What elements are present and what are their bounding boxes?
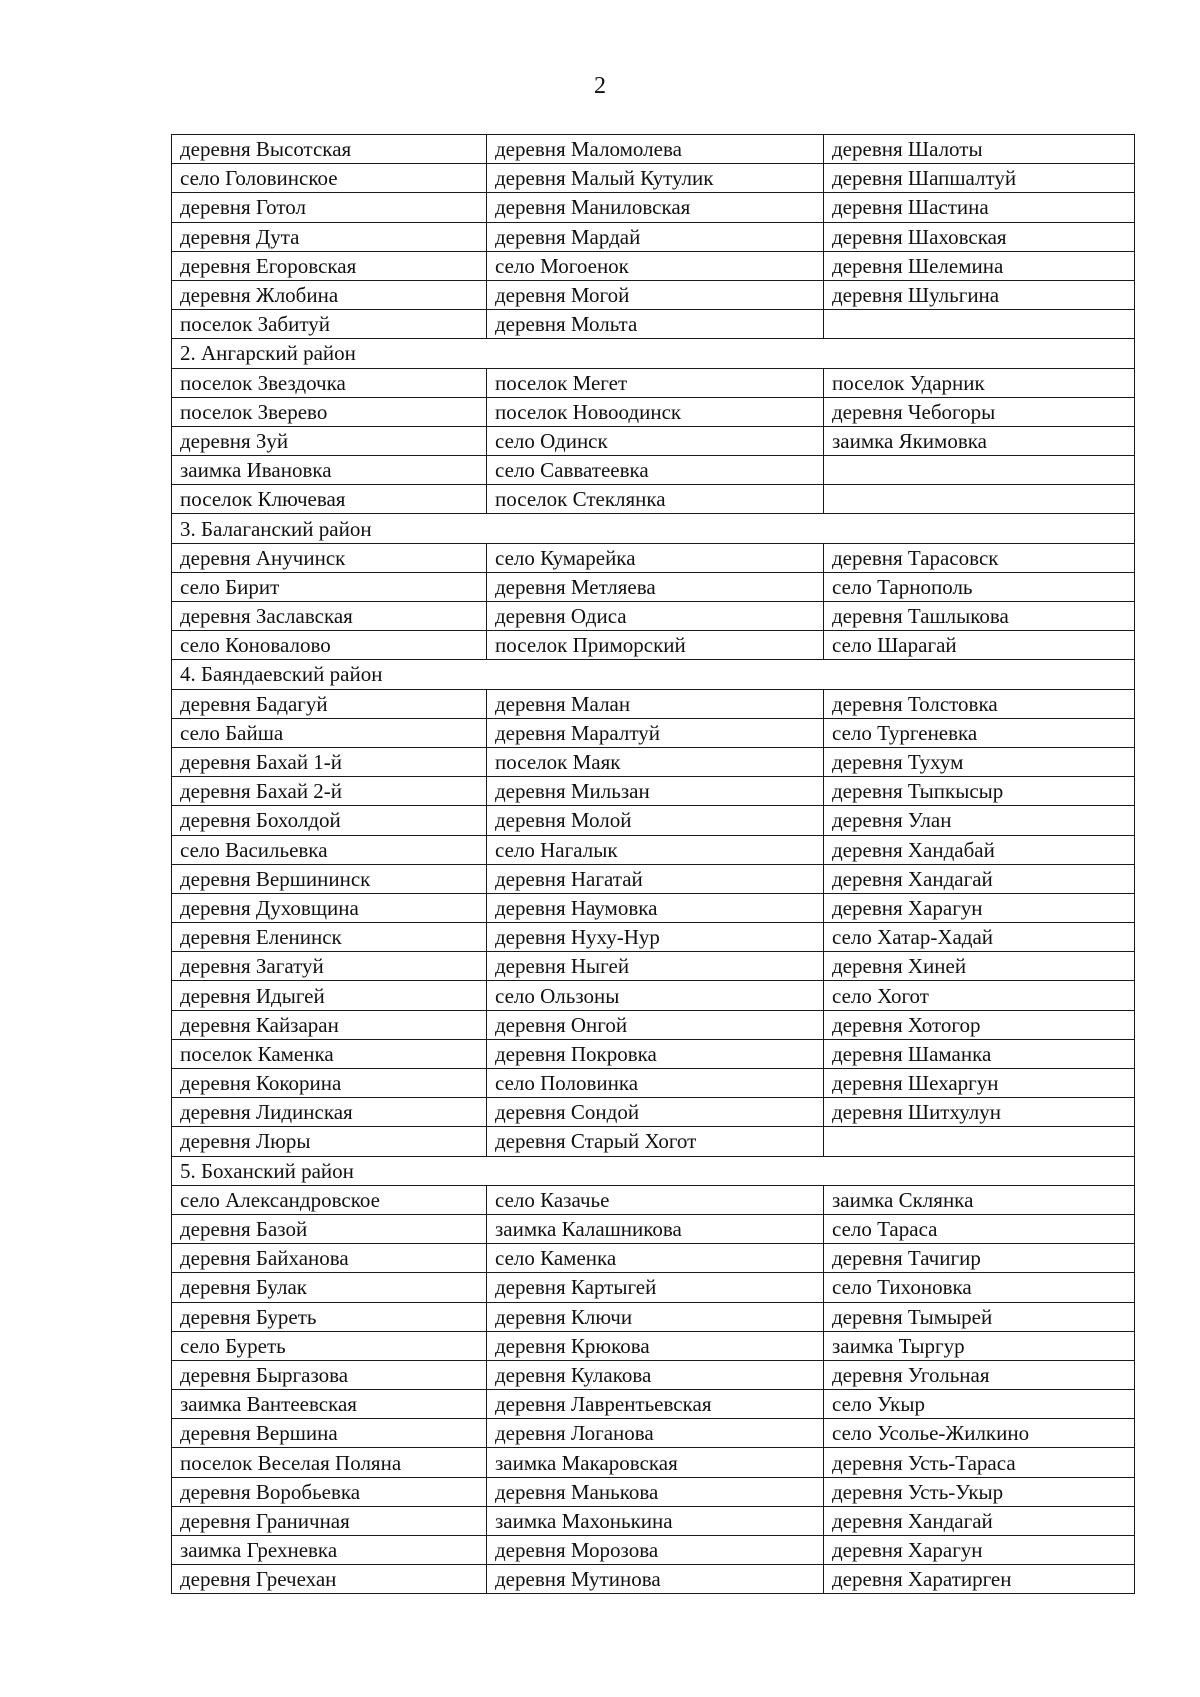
- settlement-cell: деревня Сондой: [487, 1098, 824, 1127]
- settlement-cell: поселок Ударник: [824, 368, 1135, 397]
- table-row: [172, 1477, 1135, 1506]
- settlement-cell: деревня Буреть: [172, 1302, 487, 1331]
- settlement-cell: деревня Хиней: [824, 952, 1135, 981]
- settlement-cell: деревня Кокорина: [172, 1069, 487, 1098]
- settlement-cell: село Усолье-Жилкино: [824, 1419, 1135, 1448]
- table-row: [172, 893, 1135, 922]
- settlement-cell: деревня Шалоты: [824, 135, 1135, 164]
- settlement-cell: поселок Ключевая: [172, 485, 487, 514]
- settlement-cell: деревня Одиса: [487, 602, 824, 631]
- settlement-cell: [824, 456, 1135, 485]
- settlement-cell: деревня Ныгей: [487, 952, 824, 981]
- district-title: 4. Баяндаевский район: [172, 660, 1135, 689]
- settlement-cell: деревня Могой: [487, 280, 824, 309]
- table-row: [172, 1419, 1135, 1448]
- table-row: [172, 1214, 1135, 1243]
- table-row: [172, 689, 1135, 718]
- settlement-cell: деревня Граничная: [172, 1506, 487, 1535]
- table-row: [172, 572, 1135, 601]
- settlement-cell: деревня Еленинск: [172, 923, 487, 952]
- settlement-cell: деревня Лаврентьевская: [487, 1390, 824, 1419]
- settlement-cell: село Буреть: [172, 1331, 487, 1360]
- table-row: [172, 981, 1135, 1010]
- settlement-cell: село Байша: [172, 718, 487, 747]
- table-row: [172, 1244, 1135, 1273]
- settlement-cell: деревня Зуй: [172, 426, 487, 455]
- settlement-cell: деревня Мольта: [487, 310, 824, 339]
- settlement-cell: заимка Махонькина: [487, 1506, 824, 1535]
- settlement-cell: деревня Вершина: [172, 1419, 487, 1448]
- settlement-cell: село Тараса: [824, 1214, 1135, 1243]
- settlement-cell: село Головинское: [172, 164, 487, 193]
- settlement-cell: село Ользоны: [487, 981, 824, 1010]
- settlement-cell: деревня Быргазова: [172, 1360, 487, 1389]
- table-row: [172, 1448, 1135, 1477]
- table-row: [172, 1039, 1135, 1068]
- district-title: 5. Боханский район: [172, 1156, 1135, 1185]
- settlement-cell: поселок Новоодинск: [487, 397, 824, 426]
- table-row: [172, 806, 1135, 835]
- table-row: [172, 543, 1135, 572]
- settlement-cell: село Тарнополь: [824, 572, 1135, 601]
- settlement-cell: поселок Стеклянка: [487, 485, 824, 514]
- settlement-cell: деревня Байханова: [172, 1244, 487, 1273]
- settlement-cell: деревня Угольная: [824, 1360, 1135, 1389]
- settlement-cell: деревня Готол: [172, 193, 487, 222]
- settlement-cell: поселок Мегет: [487, 368, 824, 397]
- settlement-cell: село Могоенок: [487, 251, 824, 280]
- settlement-cell: деревня Тымырей: [824, 1302, 1135, 1331]
- settlement-cell: деревня Бахай 2-й: [172, 777, 487, 806]
- settlement-cell: деревня Шехаргун: [824, 1069, 1135, 1098]
- settlement-cell: деревня Мильзан: [487, 777, 824, 806]
- settlement-cell: деревня Высотская: [172, 135, 487, 164]
- settlement-cell: [824, 310, 1135, 339]
- settlement-cell: [824, 1127, 1135, 1156]
- table-row: [172, 952, 1135, 981]
- settlement-cell: деревня Идыгей: [172, 981, 487, 1010]
- settlement-cell: село Коновалово: [172, 631, 487, 660]
- settlement-cell: деревня Тарасовск: [824, 543, 1135, 572]
- settlement-cell: село Шарагай: [824, 631, 1135, 660]
- settlement-cell: деревня Дута: [172, 222, 487, 251]
- table-row: [172, 456, 1135, 485]
- settlement-cell: заимка Вантеевская: [172, 1390, 487, 1419]
- settlement-cell: деревня Картыгей: [487, 1273, 824, 1302]
- settlement-cell: деревня Загатуй: [172, 952, 487, 981]
- settlement-cell: деревня Гречехан: [172, 1565, 487, 1594]
- settlement-cell: деревня Шастина: [824, 193, 1135, 222]
- settlement-cell: деревня Духовщина: [172, 893, 487, 922]
- table-row: [172, 923, 1135, 952]
- settlement-cell: поселок Веселая Поляна: [172, 1448, 487, 1477]
- table-row: [172, 1010, 1135, 1039]
- settlement-cell: деревня Крюкова: [487, 1331, 824, 1360]
- settlement-cell: заимка Склянка: [824, 1185, 1135, 1214]
- settlement-cell: деревня Заславская: [172, 602, 487, 631]
- settlement-cell: деревня Кулакова: [487, 1360, 824, 1389]
- settlement-cell: село Александровское: [172, 1185, 487, 1214]
- table-row: [172, 135, 1135, 164]
- settlement-cell: деревня Старый Хогот: [487, 1127, 824, 1156]
- table-row: [172, 1565, 1135, 1594]
- settlement-cell: деревня Маломолева: [487, 135, 824, 164]
- settlement-cell: село Казачье: [487, 1185, 824, 1214]
- settlement-cell: деревня Ташлыкова: [824, 602, 1135, 631]
- table-row: [172, 835, 1135, 864]
- settlements-table: [171, 134, 1135, 1594]
- settlement-cell: село Тургеневка: [824, 718, 1135, 747]
- settlement-cell: село Васильевка: [172, 835, 487, 864]
- settlement-cell: деревня Базой: [172, 1214, 487, 1243]
- table-row: [172, 426, 1135, 455]
- settlement-cell: деревня Мардай: [487, 222, 824, 251]
- settlement-cell: деревня Усть-Укыр: [824, 1477, 1135, 1506]
- settlement-cell: деревня Егоровская: [172, 251, 487, 280]
- settlement-cell: деревня Метляева: [487, 572, 824, 601]
- table-row: [172, 602, 1135, 631]
- table-row: [172, 368, 1135, 397]
- settlement-cell: деревня Хандагай: [824, 1506, 1135, 1535]
- table-row: [172, 397, 1135, 426]
- settlement-cell: деревня Чебогоры: [824, 397, 1135, 426]
- settlement-cell: деревня Шитхулун: [824, 1098, 1135, 1127]
- settlement-cell: деревня Тачигир: [824, 1244, 1135, 1273]
- settlement-cell: деревня Харагун: [824, 893, 1135, 922]
- settlement-cell: деревня Вершининск: [172, 864, 487, 893]
- district-header-row: [172, 1156, 1135, 1185]
- district-title: 3. Балаганский район: [172, 514, 1135, 543]
- settlement-cell: деревня Хандабай: [824, 835, 1135, 864]
- table-row: [172, 485, 1135, 514]
- settlement-cell: село Половинка: [487, 1069, 824, 1098]
- settlement-cell: деревня Бахай 1-й: [172, 747, 487, 776]
- table-row: [172, 1273, 1135, 1302]
- settlement-cell: поселок Маяк: [487, 747, 824, 776]
- settlement-cell: деревня Воробьевка: [172, 1477, 487, 1506]
- table-row: [172, 280, 1135, 309]
- settlement-cell: деревня Булак: [172, 1273, 487, 1302]
- settlement-cell: деревня Лидинская: [172, 1098, 487, 1127]
- settlement-cell: деревня Бадагуй: [172, 689, 487, 718]
- settlement-cell: деревня Маралтуй: [487, 718, 824, 747]
- settlement-cell: деревня Улан: [824, 806, 1135, 835]
- settlement-cell: деревня Малан: [487, 689, 824, 718]
- table-row: [172, 1069, 1135, 1098]
- table-row: [172, 222, 1135, 251]
- settlement-cell: деревня Хандагай: [824, 864, 1135, 893]
- settlement-cell: [824, 485, 1135, 514]
- settlement-cell: село Нагалык: [487, 835, 824, 864]
- settlement-cell: деревня Шаманка: [824, 1039, 1135, 1068]
- settlement-cell: деревня Толстовка: [824, 689, 1135, 718]
- settlement-cell: деревня Анучинск: [172, 543, 487, 572]
- district-header-row: [172, 660, 1135, 689]
- table-row: [172, 718, 1135, 747]
- settlement-cell: поселок Каменка: [172, 1039, 487, 1068]
- district-header-row: [172, 514, 1135, 543]
- district-header-row: [172, 339, 1135, 368]
- table-row: [172, 864, 1135, 893]
- page-number: 2: [594, 73, 606, 99]
- table-row: [172, 164, 1135, 193]
- settlement-cell: деревня Тухум: [824, 747, 1135, 776]
- table-row: [172, 1536, 1135, 1565]
- settlement-cell: деревня Кайзаран: [172, 1010, 487, 1039]
- table-row: [172, 777, 1135, 806]
- settlement-cell: село Кумарейка: [487, 543, 824, 572]
- settlement-cell: деревня Харатирген: [824, 1565, 1135, 1594]
- settlement-cell: заимка Тыргур: [824, 1331, 1135, 1360]
- settlement-cell: деревня Жлобина: [172, 280, 487, 309]
- settlement-cell: деревня Шаховская: [824, 222, 1135, 251]
- settlement-cell: деревня Маниловская: [487, 193, 824, 222]
- settlement-cell: деревня Нуху-Нур: [487, 923, 824, 952]
- settlement-cell: заимка Ивановка: [172, 456, 487, 485]
- settlement-cell: поселок Звездочка: [172, 368, 487, 397]
- table-row: [172, 1506, 1135, 1535]
- table-row: [172, 193, 1135, 222]
- settlement-cell: поселок Зверево: [172, 397, 487, 426]
- settlement-cell: деревня Шелемина: [824, 251, 1135, 280]
- settlements-table-body: [172, 135, 1135, 1594]
- settlement-cell: село Хатар-Хадай: [824, 923, 1135, 952]
- settlement-cell: деревня Манькова: [487, 1477, 824, 1506]
- settlement-cell: село Савватеевка: [487, 456, 824, 485]
- settlement-cell: деревня Ключи: [487, 1302, 824, 1331]
- settlement-cell: деревня Нагатай: [487, 864, 824, 893]
- settlement-cell: село Каменка: [487, 1244, 824, 1273]
- district-title: 2. Ангарский район: [172, 339, 1135, 368]
- settlement-cell: заимка Калашникова: [487, 1214, 824, 1243]
- settlement-cell: деревня Люры: [172, 1127, 487, 1156]
- settlement-cell: деревня Онгой: [487, 1010, 824, 1039]
- settlement-cell: деревня Молой: [487, 806, 824, 835]
- settlement-cell: деревня Мутинова: [487, 1565, 824, 1594]
- settlement-cell: деревня Усть-Тараса: [824, 1448, 1135, 1477]
- table-row: [172, 1098, 1135, 1127]
- settlement-cell: заимка Грехневка: [172, 1536, 487, 1565]
- settlement-cell: село Бирит: [172, 572, 487, 601]
- settlement-cell: деревня Бохолдой: [172, 806, 487, 835]
- settlement-cell: поселок Забитуй: [172, 310, 487, 339]
- settlement-cell: деревня Шапшалтуй: [824, 164, 1135, 193]
- table-row: [172, 1360, 1135, 1389]
- settlement-cell: деревня Покровка: [487, 1039, 824, 1068]
- table-row: [172, 1127, 1135, 1156]
- table-row: [172, 1331, 1135, 1360]
- settlement-cell: заимка Якимовка: [824, 426, 1135, 455]
- settlement-cell: деревня Малый Кутулик: [487, 164, 824, 193]
- table-row: [172, 1302, 1135, 1331]
- table-row: [172, 1185, 1135, 1214]
- table-row: [172, 631, 1135, 660]
- settlement-cell: село Укыр: [824, 1390, 1135, 1419]
- settlement-cell: деревня Хотогор: [824, 1010, 1135, 1039]
- settlement-cell: село Тихоновка: [824, 1273, 1135, 1302]
- settlement-cell: деревня Тыпкысыр: [824, 777, 1135, 806]
- table-row: [172, 310, 1135, 339]
- table-row: [172, 251, 1135, 280]
- table-row: [172, 747, 1135, 776]
- settlement-cell: деревня Логанова: [487, 1419, 824, 1448]
- settlement-cell: деревня Харагун: [824, 1536, 1135, 1565]
- settlement-cell: поселок Приморский: [487, 631, 824, 660]
- settlement-cell: село Одинск: [487, 426, 824, 455]
- settlement-cell: заимка Макаровская: [487, 1448, 824, 1477]
- settlement-cell: деревня Шульгина: [824, 280, 1135, 309]
- settlement-cell: деревня Морозова: [487, 1536, 824, 1565]
- settlement-cell: село Хогот: [824, 981, 1135, 1010]
- table-row: [172, 1390, 1135, 1419]
- settlement-cell: деревня Наумовка: [487, 893, 824, 922]
